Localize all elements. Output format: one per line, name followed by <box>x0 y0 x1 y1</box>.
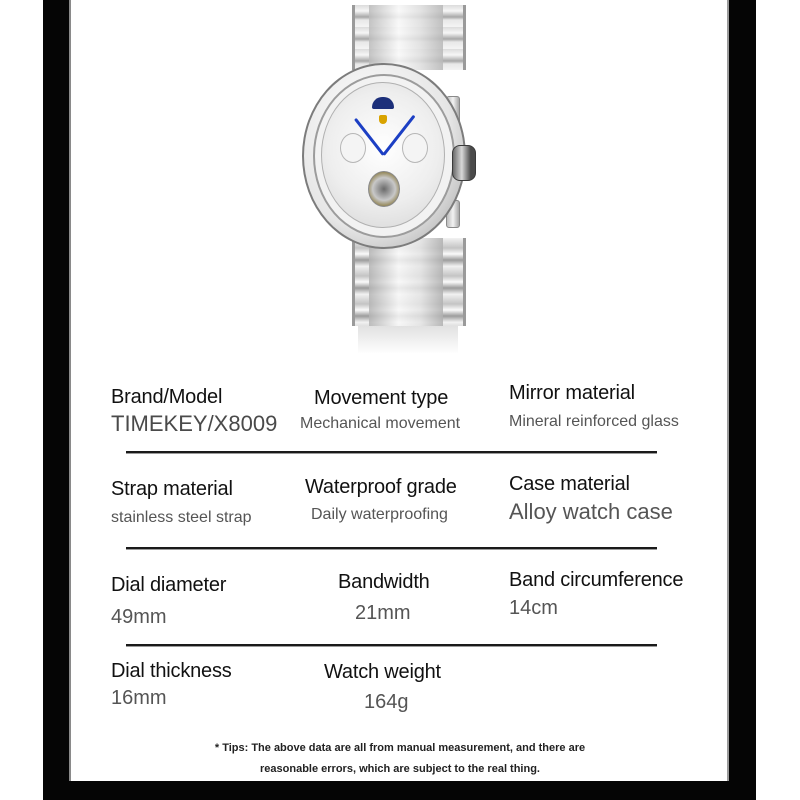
spec-label-watch-weight: Watch weight <box>324 661 441 683</box>
spec-label-strap-material: Strap material <box>111 478 233 500</box>
spec-label-bandwidth: Bandwidth <box>338 571 430 593</box>
bracelet-top <box>352 5 466 70</box>
spec-label-dial-thickness: Dial thickness <box>111 660 232 682</box>
bottom-frame-bar <box>43 781 756 800</box>
moon-phase-icon <box>372 97 394 109</box>
spec-label-case-material: Case material <box>509 473 630 495</box>
tips-line-2: reasonable errors, which are subject to the real thing. <box>260 763 540 775</box>
product-watch-image <box>296 0 506 360</box>
spec-value-strap-material: stainless steel strap <box>111 509 252 526</box>
row-divider-2 <box>126 547 657 549</box>
row-divider-3 <box>126 644 657 646</box>
spec-value-watch-weight: 164g <box>364 691 409 713</box>
spec-value-movement-type: Mechanical movement <box>300 415 461 432</box>
subdial-right <box>402 133 428 163</box>
right-frame-bar <box>729 0 756 800</box>
spec-value-dial-thickness: 16mm <box>111 687 167 709</box>
subdial-left <box>340 133 366 163</box>
spec-value-brand-model: TIMEKEY/X8009 <box>111 411 278 436</box>
spec-label-dial-diameter: Dial diameter <box>111 574 227 596</box>
spec-label-brand-model: Brand/Model <box>111 386 223 408</box>
bracelet-bottom <box>352 238 466 326</box>
spec-label-movement-type: Movement type <box>314 387 449 409</box>
spec-value-band-circumference: 14cm <box>509 597 558 619</box>
spec-value-waterproof-grade: Daily waterproofing <box>311 506 448 523</box>
brand-shield-icon <box>379 115 387 124</box>
watch-reflection <box>358 326 458 354</box>
spec-value-bandwidth: 21mm <box>355 602 411 624</box>
watch-dial <box>321 82 445 228</box>
watch-crown <box>452 145 476 181</box>
spec-value-dial-diameter: 49mm <box>111 606 167 628</box>
watch-case <box>302 63 466 249</box>
spec-value-case-material: Alloy watch case <box>509 499 673 524</box>
spec-label-mirror-material: Mirror material <box>509 382 635 404</box>
spec-value-mirror-material: Mineral reinforced glass <box>509 413 679 430</box>
watch-bezel <box>313 74 455 238</box>
tourbillon-window <box>368 171 400 207</box>
spec-label-band-circumference: Band circumference <box>509 569 684 591</box>
row-divider-1 <box>126 451 657 453</box>
tips-line-1: * Tips: The above data are all from manual measurement, and there are <box>214 742 586 754</box>
left-frame-bar <box>43 0 69 800</box>
spec-label-waterproof-grade: Waterproof grade <box>305 476 457 498</box>
